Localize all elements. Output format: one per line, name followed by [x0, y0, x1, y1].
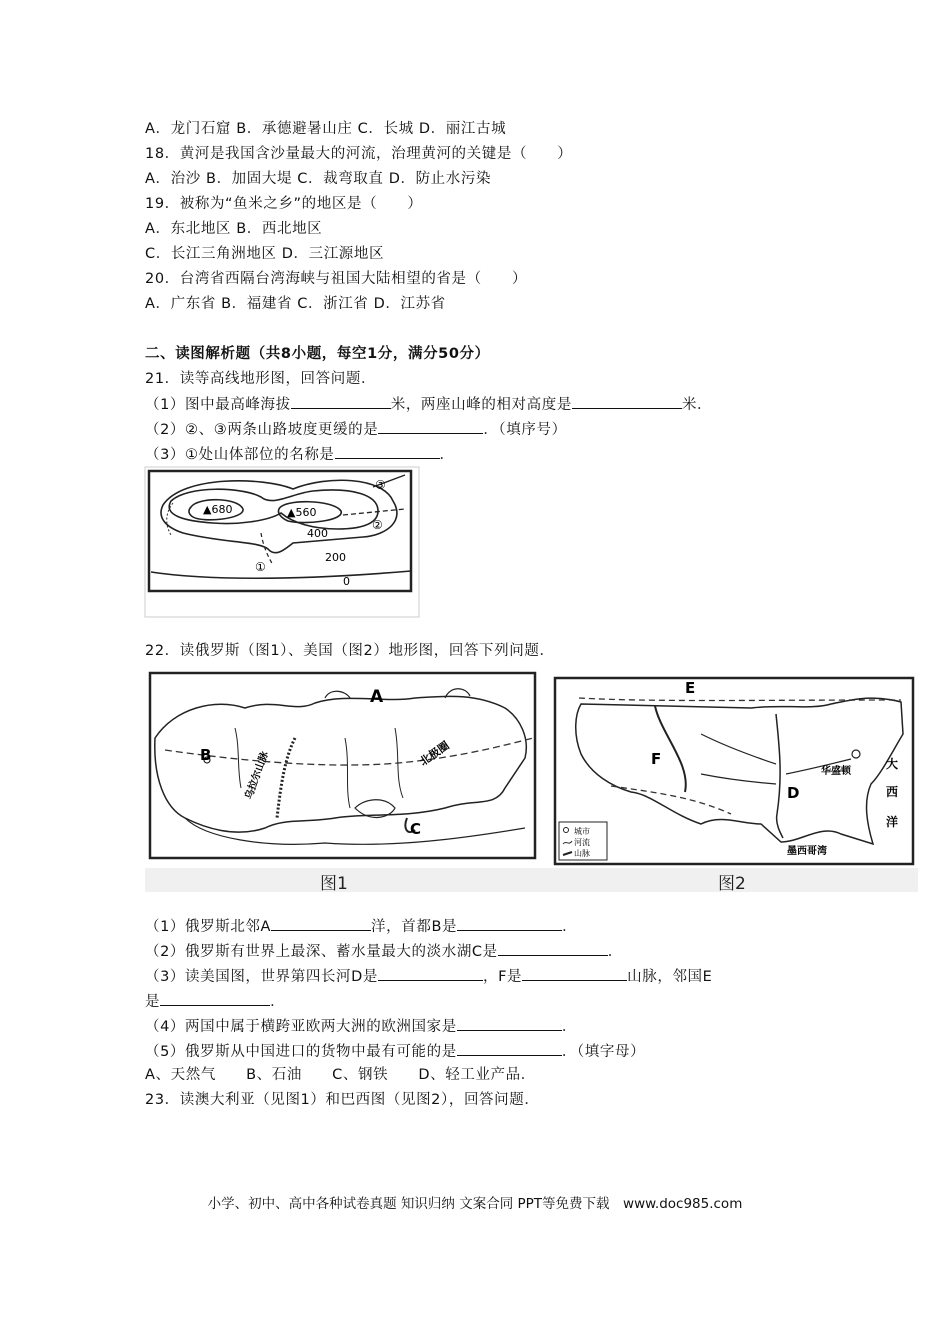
q22-p5-text-b: ．（填字母） — [561, 1044, 646, 1060]
label-f: F — [651, 750, 662, 768]
legend-city: 城市 — [574, 827, 590, 836]
contour-map — [143, 465, 421, 619]
q21-p3-text-b: ． — [439, 447, 455, 463]
answer-blank[interactable] — [291, 394, 391, 409]
q22-p3-text-e: ． — [270, 994, 286, 1010]
answer-blank[interactable] — [522, 966, 627, 981]
q18-options: A．治沙 B．加固大堤 C．裁弯取直 D．防止水污染 — [145, 171, 492, 187]
q22-p3-text-b: ，F是 — [483, 969, 523, 985]
q22-p3-text-c: 山脉，邻国E — [627, 969, 713, 985]
q19-options-1: A．东北地区 B．西北地区 — [145, 221, 323, 237]
q22-options: A、天然气 B、石油 C、钢铁 D、轻工业产品． — [145, 1067, 536, 1083]
q18-stem: 18．黄河是我国含沙量最大的河流，治理黄河的关键是（ ） — [145, 146, 573, 162]
q21-p2-text-a: （2）②、③两条山路坡度更缓的是 — [145, 422, 379, 438]
q21-p2-text-b: ．（填序号） — [483, 422, 567, 438]
russia-map — [145, 668, 541, 868]
peak-560-label: ▲560 — [287, 506, 317, 519]
q22-stem: 22．读俄罗斯（图1）、美国（图2）地形图，回答下列问题． — [145, 643, 555, 659]
q21-p3-text-a: （3）①处山体部位的名称是 — [145, 447, 335, 463]
caption-strip — [145, 868, 918, 892]
answer-blank[interactable] — [335, 444, 440, 459]
q22-p3-text-d: 是 — [145, 994, 161, 1010]
q22-p1-text-b: 洋，首都B是 — [371, 919, 458, 935]
q22-part1 — [145, 916, 577, 936]
answer-blank[interactable] — [271, 916, 371, 931]
label-gulf: 墨西哥湾 — [787, 846, 827, 857]
q23-stem: 23．读澳大利亚（见图1）和巴西图（见图2），回答问题． — [145, 1092, 540, 1108]
answer-blank[interactable] — [378, 966, 483, 981]
q21-part1 — [145, 394, 712, 414]
q22-p5-text-a: （5）俄罗斯从中国进口的货物中最有可能的是 — [145, 1044, 457, 1060]
q22-p1-text-c: ． — [562, 919, 578, 935]
q20-options: A．广东省 B．福建省 C．浙江省 D．江苏省 — [145, 296, 446, 312]
q17-options: A．龙门石窟 B．承德避暑山庄 C．长城 D．丽江古城 — [145, 121, 507, 137]
q22-p4-text-b: ． — [561, 1019, 577, 1035]
label-d: D — [787, 784, 800, 802]
answer-blank[interactable] — [498, 941, 608, 956]
marker-3: ③ — [375, 478, 386, 492]
q22-part4 — [145, 1016, 577, 1036]
label-washington: 华盛顿 — [821, 766, 851, 777]
section-title: 二、读图解析题（共8小题，每空1分，满分50分） — [145, 346, 490, 362]
answer-blank[interactable] — [457, 1016, 562, 1031]
label-c: C — [410, 820, 422, 838]
label-e: E — [685, 679, 696, 697]
q21-p1-text-c: 米． — [681, 397, 713, 413]
answer-blank[interactable] — [572, 394, 682, 409]
label-ocean-2: 西 — [886, 785, 899, 799]
q22-part2 — [145, 941, 623, 961]
fig2-caption: 图2 — [718, 874, 746, 894]
page-footer: 小学、初中、高中各种试卷真题 知识归纳 文案合同 PPT等免费下载 www.doc985.com — [207, 1196, 743, 1212]
answer-blank[interactable] — [378, 419, 483, 434]
marker-1: ① — [255, 560, 266, 574]
q22-part3 — [145, 966, 712, 986]
label-ocean-1: 大 — [886, 757, 899, 771]
q22-p2-text-b: ． — [607, 944, 623, 960]
q21-stem: 21．读等高线地形图，回答问题． — [145, 371, 377, 387]
label-north-circle: 北极圈 — [417, 738, 452, 769]
answer-blank[interactable] — [160, 991, 270, 1006]
q22-part3-cont — [145, 991, 285, 1011]
q21-p1-text-a: （1）图中最高峰海拔 — [145, 397, 291, 413]
usa-map — [551, 674, 917, 868]
peak-680-label: ▲680 — [203, 503, 233, 516]
label-ural: 乌拉尔山脉 — [243, 750, 271, 802]
q19-stem: 19．被称为“鱼米之乡”的地区是（ ） — [145, 196, 423, 212]
q22-p1-text-a: （1）俄罗斯北邻A — [145, 919, 272, 935]
q22-part5 — [145, 1041, 645, 1061]
answer-blank[interactable] — [457, 1041, 562, 1056]
contour-0-label: 0 — [343, 575, 350, 588]
label-b: B — [200, 746, 212, 764]
q21-part3 — [145, 444, 455, 464]
q19-options-2: C．长江三角洲地区 D．三江源地区 — [145, 246, 385, 262]
legend-mountain: 山脉 — [574, 849, 590, 858]
answer-blank[interactable] — [457, 916, 562, 931]
marker-2: ② — [372, 518, 383, 532]
label-a: A — [370, 687, 384, 707]
label-ocean-3: 洋 — [886, 815, 899, 829]
q20-stem: 20．台湾省西隔台湾海峡与祖国大陆相望的省是（ ） — [145, 271, 528, 287]
q22-p4-text-a: （4）两国中属于横跨亚欧两大洲的欧洲国家是 — [145, 1019, 457, 1035]
legend-river: 河流 — [574, 838, 590, 847]
contour-400-label: 400 — [307, 527, 328, 540]
fig1-caption: 图1 — [320, 874, 348, 894]
q22-p2-text-a: （2）俄罗斯有世界上最深、蓄水量最大的淡水湖C是 — [145, 944, 498, 960]
q21-part2 — [145, 419, 567, 439]
q22-p3-text-a: （3）读美国图，世界第四长河D是 — [145, 969, 378, 985]
contour-200-label: 200 — [325, 551, 346, 564]
q21-p1-text-b: 米，两座山峰的相对高度是 — [390, 397, 572, 413]
